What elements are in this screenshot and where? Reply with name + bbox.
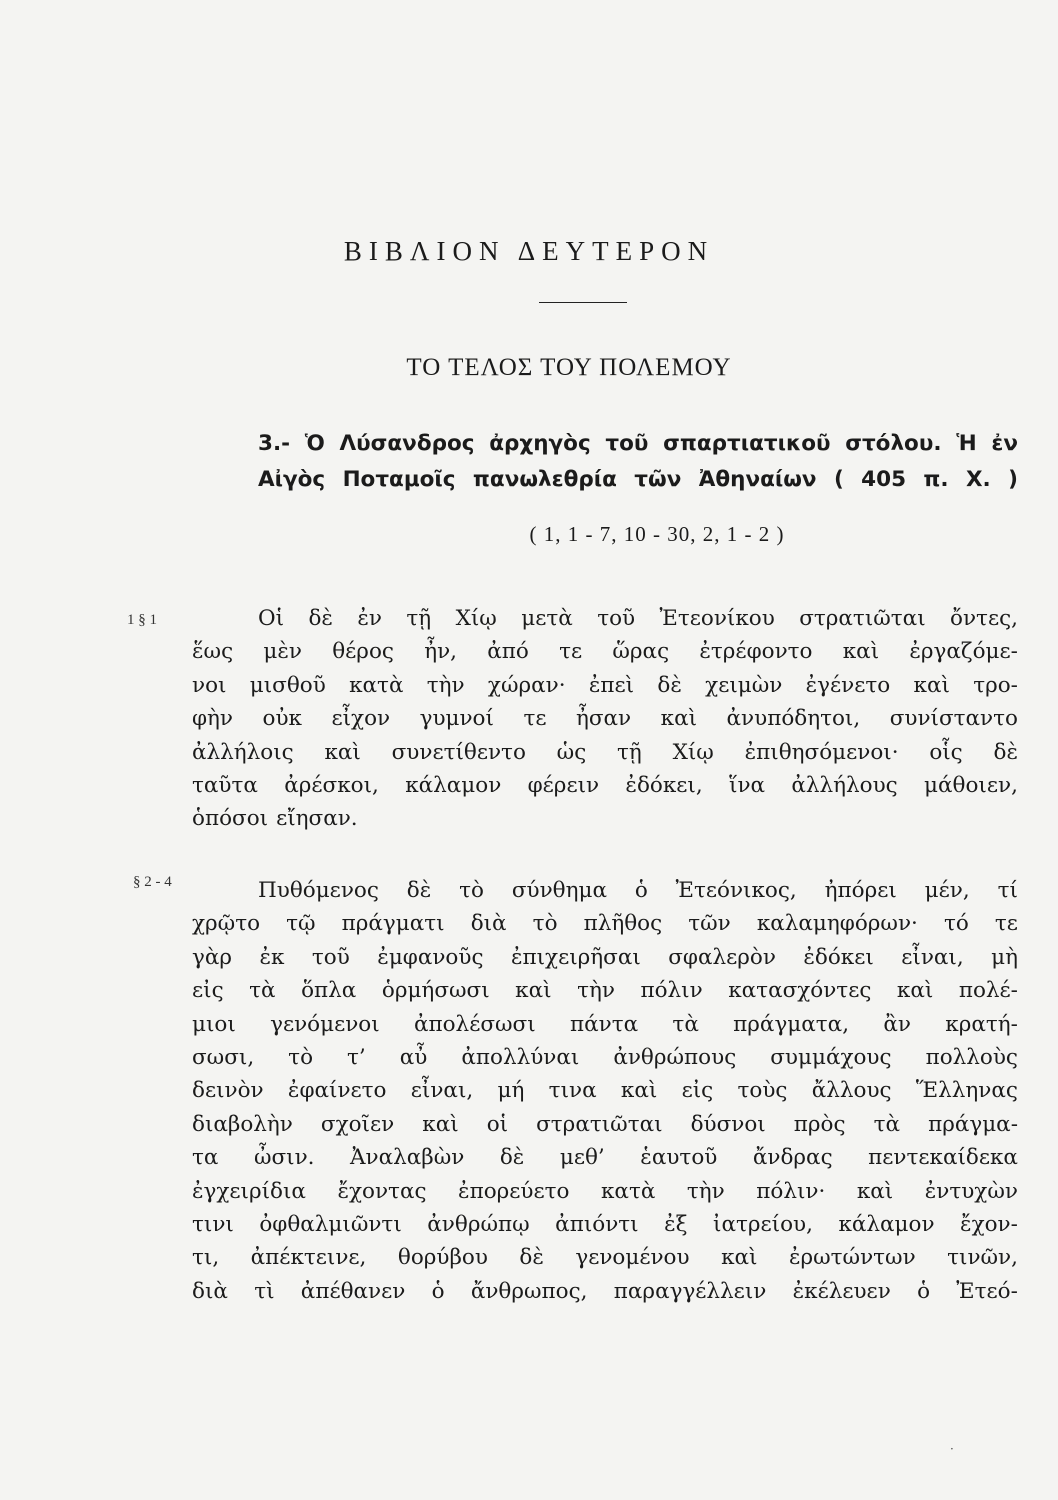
word: πολέ- bbox=[958, 978, 1018, 1004]
word: οὐκ bbox=[262, 706, 302, 732]
word: ἐδόκει bbox=[803, 944, 874, 970]
word: ὁ bbox=[634, 878, 648, 903]
word: δὲ bbox=[406, 878, 432, 903]
word: μή bbox=[497, 1078, 525, 1104]
word: Λύσανδρος bbox=[339, 431, 475, 456]
word: ἀπέκτεινε, bbox=[250, 1245, 367, 1271]
word: τε bbox=[994, 911, 1018, 937]
word: οἷς bbox=[929, 739, 963, 765]
passage-paragraph-2 bbox=[192, 874, 1018, 1308]
word: ) bbox=[1008, 467, 1018, 492]
word: μετὰ bbox=[521, 606, 573, 631]
word: θέρος bbox=[332, 639, 394, 665]
title-divider bbox=[539, 302, 627, 303]
word: ἦν, bbox=[424, 639, 457, 665]
word: ἐμφανοῦς bbox=[377, 944, 484, 970]
word: ἰατρείου, bbox=[713, 1212, 813, 1238]
word: πεντεκαίδεκα bbox=[868, 1145, 1018, 1171]
section-references: ( 1, 1 - 7, 10 - 30, 2, 1 - 2 ) bbox=[529, 522, 785, 546]
word: τῇ bbox=[617, 739, 642, 765]
word: δὲ bbox=[499, 1145, 525, 1171]
word: σφαλερὸν bbox=[668, 944, 776, 970]
word: ἀπολέσωσι bbox=[413, 1011, 536, 1037]
word: γὰρ bbox=[192, 944, 233, 970]
word: κάλαμον bbox=[838, 1212, 935, 1238]
word: εἴησαν. bbox=[276, 806, 358, 832]
word: μιοι bbox=[192, 1011, 236, 1037]
word: ἀνθρώπους bbox=[613, 1045, 737, 1071]
word: ἦσαν bbox=[575, 706, 632, 732]
word: πρὸς bbox=[793, 1111, 846, 1137]
word: καὶ bbox=[515, 978, 552, 1004]
text-line bbox=[192, 1108, 1018, 1141]
word: ἀνυπόδητοι, bbox=[726, 706, 861, 732]
word: στρατιῶται bbox=[799, 606, 926, 631]
word: ἔχοντας bbox=[337, 1178, 427, 1204]
text-line bbox=[192, 1275, 1018, 1308]
word: τε bbox=[523, 706, 547, 732]
word: τοῦ bbox=[311, 944, 350, 970]
word: τ’ bbox=[347, 1045, 366, 1071]
word: ἐργαζόμε- bbox=[909, 639, 1018, 665]
word: τῶν bbox=[634, 467, 682, 492]
word: σύνθημα bbox=[511, 878, 607, 903]
word: ὁ bbox=[917, 1278, 931, 1304]
word: στόλου. bbox=[845, 431, 942, 456]
word: συνίσταντο bbox=[889, 706, 1018, 732]
text-line bbox=[192, 736, 1018, 769]
word: συνετίθεντο bbox=[391, 739, 526, 765]
word: δύσνοι bbox=[690, 1111, 766, 1137]
word: νοι bbox=[192, 672, 227, 698]
word: ἄλλους bbox=[811, 1078, 892, 1104]
word: γυμνοί bbox=[419, 706, 494, 732]
word: διὰ bbox=[470, 911, 507, 937]
word: Ἐτεό- bbox=[956, 1278, 1018, 1304]
word: Ἐτεόνικος, bbox=[675, 878, 797, 903]
word: καὶ bbox=[896, 978, 934, 1004]
text-line bbox=[192, 1041, 1018, 1074]
word: δὲ bbox=[657, 672, 682, 698]
word: ἐντυχὼν bbox=[924, 1178, 1018, 1204]
word: χρῷτο bbox=[192, 911, 261, 937]
word: πλῆθος bbox=[583, 911, 663, 937]
word: ἀρέσκοι, bbox=[284, 773, 379, 799]
margin-reference: § 2 - 4 bbox=[133, 874, 172, 890]
word: χώραν· bbox=[487, 672, 566, 698]
word: ἠπόρει bbox=[824, 878, 897, 903]
word: καὶ bbox=[660, 706, 698, 732]
word: καὶ bbox=[913, 672, 950, 698]
word: Ἀναλαβὼν bbox=[350, 1145, 465, 1171]
word: ταῦτα bbox=[192, 773, 258, 799]
word: τοὺς bbox=[737, 1078, 788, 1104]
word: τῶν bbox=[688, 911, 731, 937]
word: τὴν bbox=[577, 978, 615, 1004]
word: Χ. bbox=[965, 467, 991, 492]
word: καλαμηφόρων· bbox=[756, 911, 918, 937]
word: τὰ bbox=[249, 978, 276, 1004]
word: ἵνα bbox=[729, 773, 766, 799]
text-line bbox=[192, 635, 1018, 668]
word: δὲ bbox=[308, 606, 333, 631]
text-line bbox=[192, 1074, 1018, 1107]
word: ὄντες, bbox=[950, 606, 1018, 631]
text-line bbox=[192, 907, 1018, 940]
word: ἐξ bbox=[664, 1212, 688, 1238]
word: πολλοὺς bbox=[925, 1045, 1018, 1071]
passage-paragraph-1 bbox=[192, 602, 1018, 836]
word: πόλιν bbox=[640, 978, 703, 1004]
word: Ὁ bbox=[304, 431, 325, 456]
word: ἐν bbox=[357, 606, 382, 631]
word: ἂν bbox=[883, 1011, 911, 1037]
word: εἰς bbox=[681, 1078, 714, 1104]
word: ἐπορεύετο bbox=[458, 1178, 570, 1204]
word: πράγματι bbox=[341, 911, 445, 937]
word: καὶ bbox=[721, 1245, 758, 1271]
word: δὲ bbox=[519, 1245, 544, 1271]
word: φέρειν bbox=[527, 773, 600, 799]
word: τὴν bbox=[686, 1178, 725, 1204]
word: ἀπό bbox=[487, 639, 529, 665]
word: εἶναι, bbox=[410, 1078, 474, 1104]
word: ἀπολλύναι bbox=[461, 1045, 580, 1071]
word: ἀνθρώπῳ bbox=[427, 1212, 530, 1238]
word: ἑαυτοῦ bbox=[640, 1145, 718, 1171]
word: διὰ bbox=[192, 1278, 228, 1304]
word: τὸ bbox=[532, 911, 558, 937]
word: Ποταμοῖς bbox=[342, 467, 456, 492]
word: τὸ bbox=[288, 1045, 314, 1071]
word: ὥρας bbox=[612, 639, 670, 665]
word: τῇ bbox=[406, 606, 432, 631]
text-line bbox=[192, 874, 1018, 907]
chapter-title: ΤΟ ΤΕΛΟΣ ΤΟΥ ΠΟΛΕΜΟΥ bbox=[406, 354, 732, 381]
margin-reference: 1 § 1 bbox=[127, 612, 157, 628]
word: συμμάχους bbox=[770, 1045, 892, 1071]
heading-line bbox=[258, 462, 1018, 498]
text-line bbox=[192, 1175, 1018, 1208]
word: ἐκέλευεν bbox=[792, 1278, 891, 1304]
word: τα bbox=[192, 1145, 219, 1171]
word: ἀλλήλους bbox=[791, 773, 898, 799]
word: ὦσιν. bbox=[253, 1145, 315, 1171]
word: καὶ bbox=[842, 639, 880, 665]
word: 3.- bbox=[258, 431, 291, 456]
word: τὶ bbox=[254, 1278, 275, 1304]
word: χειμὼν bbox=[705, 672, 783, 698]
word: ἐγένετο bbox=[805, 672, 891, 698]
word: θορύβου bbox=[397, 1245, 488, 1271]
text-line bbox=[192, 1241, 1018, 1274]
word: πόλιν· bbox=[756, 1178, 826, 1204]
word: μὲν bbox=[263, 639, 302, 665]
word: Ἡ bbox=[956, 431, 977, 456]
word: τι, bbox=[192, 1245, 220, 1271]
word: ἐρωτώντων bbox=[788, 1245, 916, 1271]
word: οἱ bbox=[486, 1111, 509, 1137]
word: πάντα bbox=[569, 1011, 639, 1037]
word: τρο- bbox=[973, 672, 1018, 698]
word: ἀλλήλοις bbox=[192, 739, 294, 765]
word: π. bbox=[923, 467, 949, 492]
word: ἐτρέφοντο bbox=[699, 639, 813, 665]
word: Ἀθηναίων bbox=[698, 467, 817, 492]
text-line bbox=[192, 1208, 1018, 1241]
word: ἐπεὶ bbox=[588, 672, 635, 698]
word: εἶχον bbox=[331, 706, 391, 732]
word: κρατή- bbox=[945, 1011, 1018, 1037]
word: Ἕλληνας bbox=[915, 1078, 1018, 1104]
word: τινῶν, bbox=[947, 1245, 1018, 1271]
word: τοῦ bbox=[597, 606, 636, 631]
word: ἐπιχειρῆσαι bbox=[510, 944, 641, 970]
word: ἐν bbox=[991, 431, 1018, 456]
word: δεινὸν bbox=[192, 1078, 264, 1104]
word: ἐγχειρίδια bbox=[192, 1178, 306, 1204]
word: κατὰ bbox=[349, 672, 404, 698]
text-line bbox=[192, 802, 1018, 835]
text-line bbox=[192, 702, 1018, 735]
word: σωσι, bbox=[192, 1045, 255, 1071]
word: μεθ’ bbox=[559, 1145, 605, 1171]
word: δὲ bbox=[993, 739, 1018, 765]
word: πράγμα- bbox=[928, 1111, 1018, 1137]
text-line bbox=[192, 974, 1018, 1007]
word: ἐκ bbox=[259, 944, 285, 970]
word: γενομένου bbox=[575, 1245, 690, 1271]
word: εἰς bbox=[192, 978, 224, 1004]
scan-speck: · bbox=[950, 1442, 954, 1456]
word: πράγματα, bbox=[733, 1011, 850, 1037]
word: ἐπιθησόμενοι· bbox=[744, 739, 899, 765]
word: Χίῳ bbox=[455, 606, 497, 631]
word: στρατιῶται bbox=[536, 1111, 663, 1137]
word: ὡς bbox=[556, 739, 587, 765]
word: σπαρτιατικοῦ bbox=[663, 431, 831, 456]
word: ἐφαίνετο bbox=[287, 1078, 387, 1104]
word: ὅπλα bbox=[301, 978, 357, 1004]
word: πανωλεθρία bbox=[472, 467, 617, 492]
text-line bbox=[192, 941, 1018, 974]
word: Ἐτεονίκου bbox=[659, 606, 775, 631]
word: καὶ bbox=[324, 739, 361, 765]
word: κατασχόντες bbox=[728, 978, 872, 1004]
section-heading bbox=[258, 426, 1018, 498]
word: διαβολὴν bbox=[192, 1111, 293, 1137]
word: Πυθόμενος bbox=[258, 878, 379, 903]
word: τε bbox=[559, 639, 583, 665]
word: γενόμενοι bbox=[270, 1011, 380, 1037]
word: τινι bbox=[192, 1212, 234, 1238]
word: μάθοιεν, bbox=[924, 773, 1018, 799]
word: Οἱ bbox=[258, 606, 285, 631]
word: μὴ bbox=[991, 944, 1018, 970]
text-line bbox=[192, 669, 1018, 702]
word: τὰ bbox=[672, 1011, 699, 1037]
word: τό bbox=[943, 911, 969, 937]
word: παραγγέλλειν bbox=[613, 1278, 767, 1304]
word: κάλαμον bbox=[405, 773, 502, 799]
word: ἔχον- bbox=[960, 1212, 1018, 1238]
word: φὴν bbox=[192, 706, 234, 732]
word: τοῦ bbox=[605, 431, 649, 456]
word: ἀπιόντι bbox=[555, 1212, 639, 1238]
word: εἶναι, bbox=[901, 944, 964, 970]
word: ὀφθαλμιῶντι bbox=[259, 1212, 402, 1238]
word: 405 bbox=[861, 467, 907, 492]
word: ἀπέθανεν bbox=[300, 1278, 406, 1304]
book-title: ΒΙΒΛΙΟΝ ΔΕΥΤΕΡΟΝ bbox=[343, 236, 715, 266]
word: τὸ bbox=[459, 878, 484, 903]
word: μισθοῦ bbox=[249, 672, 326, 698]
word: ὁρμήσωσι bbox=[381, 978, 490, 1004]
word: τινα bbox=[548, 1078, 597, 1104]
word: Χίῳ bbox=[672, 739, 714, 765]
word: Αἰγὸς bbox=[258, 467, 326, 492]
word: σχοῖεν bbox=[320, 1111, 395, 1137]
text-line bbox=[192, 602, 1018, 635]
word: τί bbox=[997, 878, 1018, 903]
word: κατὰ bbox=[600, 1178, 656, 1204]
word: αὖ bbox=[399, 1045, 428, 1071]
word: ἀρχηγὸς bbox=[489, 431, 591, 456]
word: καὶ bbox=[620, 1078, 658, 1104]
word: ὁ bbox=[431, 1278, 445, 1304]
word: τῷ bbox=[286, 911, 316, 937]
heading-line bbox=[258, 426, 1018, 462]
word: καὶ bbox=[856, 1178, 894, 1204]
word: ἄνδρας bbox=[752, 1145, 833, 1171]
text-line bbox=[192, 769, 1018, 802]
word: μέν, bbox=[924, 878, 970, 903]
word: ἕως bbox=[192, 639, 234, 665]
text-line bbox=[192, 1008, 1018, 1041]
word: τὴν bbox=[426, 672, 465, 698]
word: ἄνθρωπος, bbox=[470, 1278, 588, 1304]
text-line bbox=[192, 1141, 1018, 1174]
word: καὶ bbox=[422, 1111, 459, 1137]
word: ἐδόκει, bbox=[625, 773, 703, 799]
word: τὰ bbox=[873, 1111, 901, 1137]
word: ὁπόσοι bbox=[192, 806, 269, 832]
word: ( bbox=[833, 467, 844, 492]
